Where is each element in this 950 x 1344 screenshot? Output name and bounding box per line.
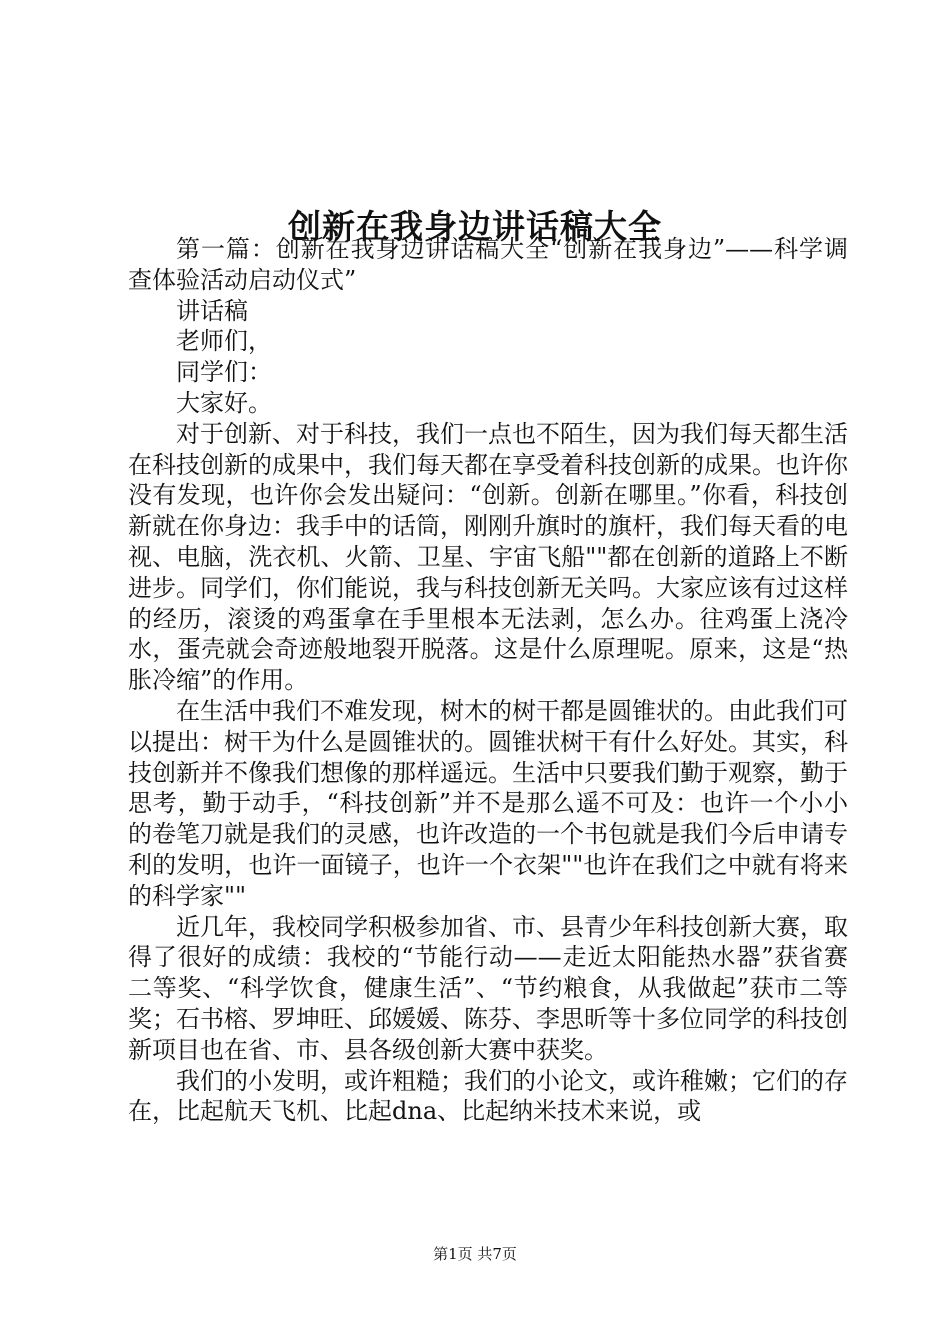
paragraph: 大家好。: [176, 388, 272, 417]
paragraph: 老师们，: [176, 327, 272, 356]
paragraph: 我们的小发明，或许粗糙；我们的小论文，或许稚嫩；它们的存在，比起航天飞机、比起dna、比起纳米技术来说，或: [128, 1066, 848, 1126]
paragraph: 近几年，我校同学积极参加省、市、县青少年科技创新大赛，取得了很好的成绩：我校的“节能行动——走近太阳能热水器”获省赛二等奖、“科学饮食，健康生活”、“节约粮食，从我做起”获市二等奖；石书榕、罗坤旺、邱媛媛、陈芬、李思昕等十多位同学的科技创新项目也在省、市、县各级创新大赛中获奖。: [128, 912, 848, 1064]
paragraph: 同学们：: [176, 358, 272, 387]
paragraph: 在生活中我们不难发现，树木的树干都是圆锥状的。由此我们可以提出：树干为什么是圆锥状的。圆锥状树干有什么好处。其实，科技创新并不像我们想像的那样遥远。生活中只要我们勤于观察，勤于思考，勤于动手，“科技创新”并不是那么遥不可及：也许一个小小的卷笔刀就是我们的灵感，也许改造的一个书包就是我们今后申请专利的发明，也许一面镜子，也许一个衣架""也许在我们之中就有将来的科学家"": [128, 696, 848, 910]
document-title: 创新在我身边讲话稿大全: [288, 207, 662, 247]
page-footer: 第1页 共7页: [433, 1245, 517, 1263]
paragraph: 讲话稿: [176, 296, 248, 325]
paragraph: 对于创新、对于科技，我们一点也不陌生，因为我们每天都生活在科技创新的成果中，我们每天都在享受着科技创新的成果。也许你没有发现，也许你会发出疑问：“创新。创新在哪里。”你看，科技创新就在你身边：我手中的话筒，刚刚升旗时的旗杆，我们每天看的电视、电脑，洗衣机、火箭、卫星、宇宙飞船""都在创新的道路上不断进步。同学们，你们能说，我与科技创新无关吗。大家应该有过这样的经历，滚烫的鸡蛋拿在手里根本无法剥，怎么办。往鸡蛋上浇冷水，蛋壳就会奇迹般地裂开脱落。这是什么原理呢。原来，这是“热胀冷缩”的作用。: [128, 419, 848, 695]
document-body: [128, 234, 848, 1127]
paragraph: 第一篇：创新在我身边讲话稿大全“创新在我身边”——科学调查体验活动启动仪式”: [128, 235, 848, 294]
